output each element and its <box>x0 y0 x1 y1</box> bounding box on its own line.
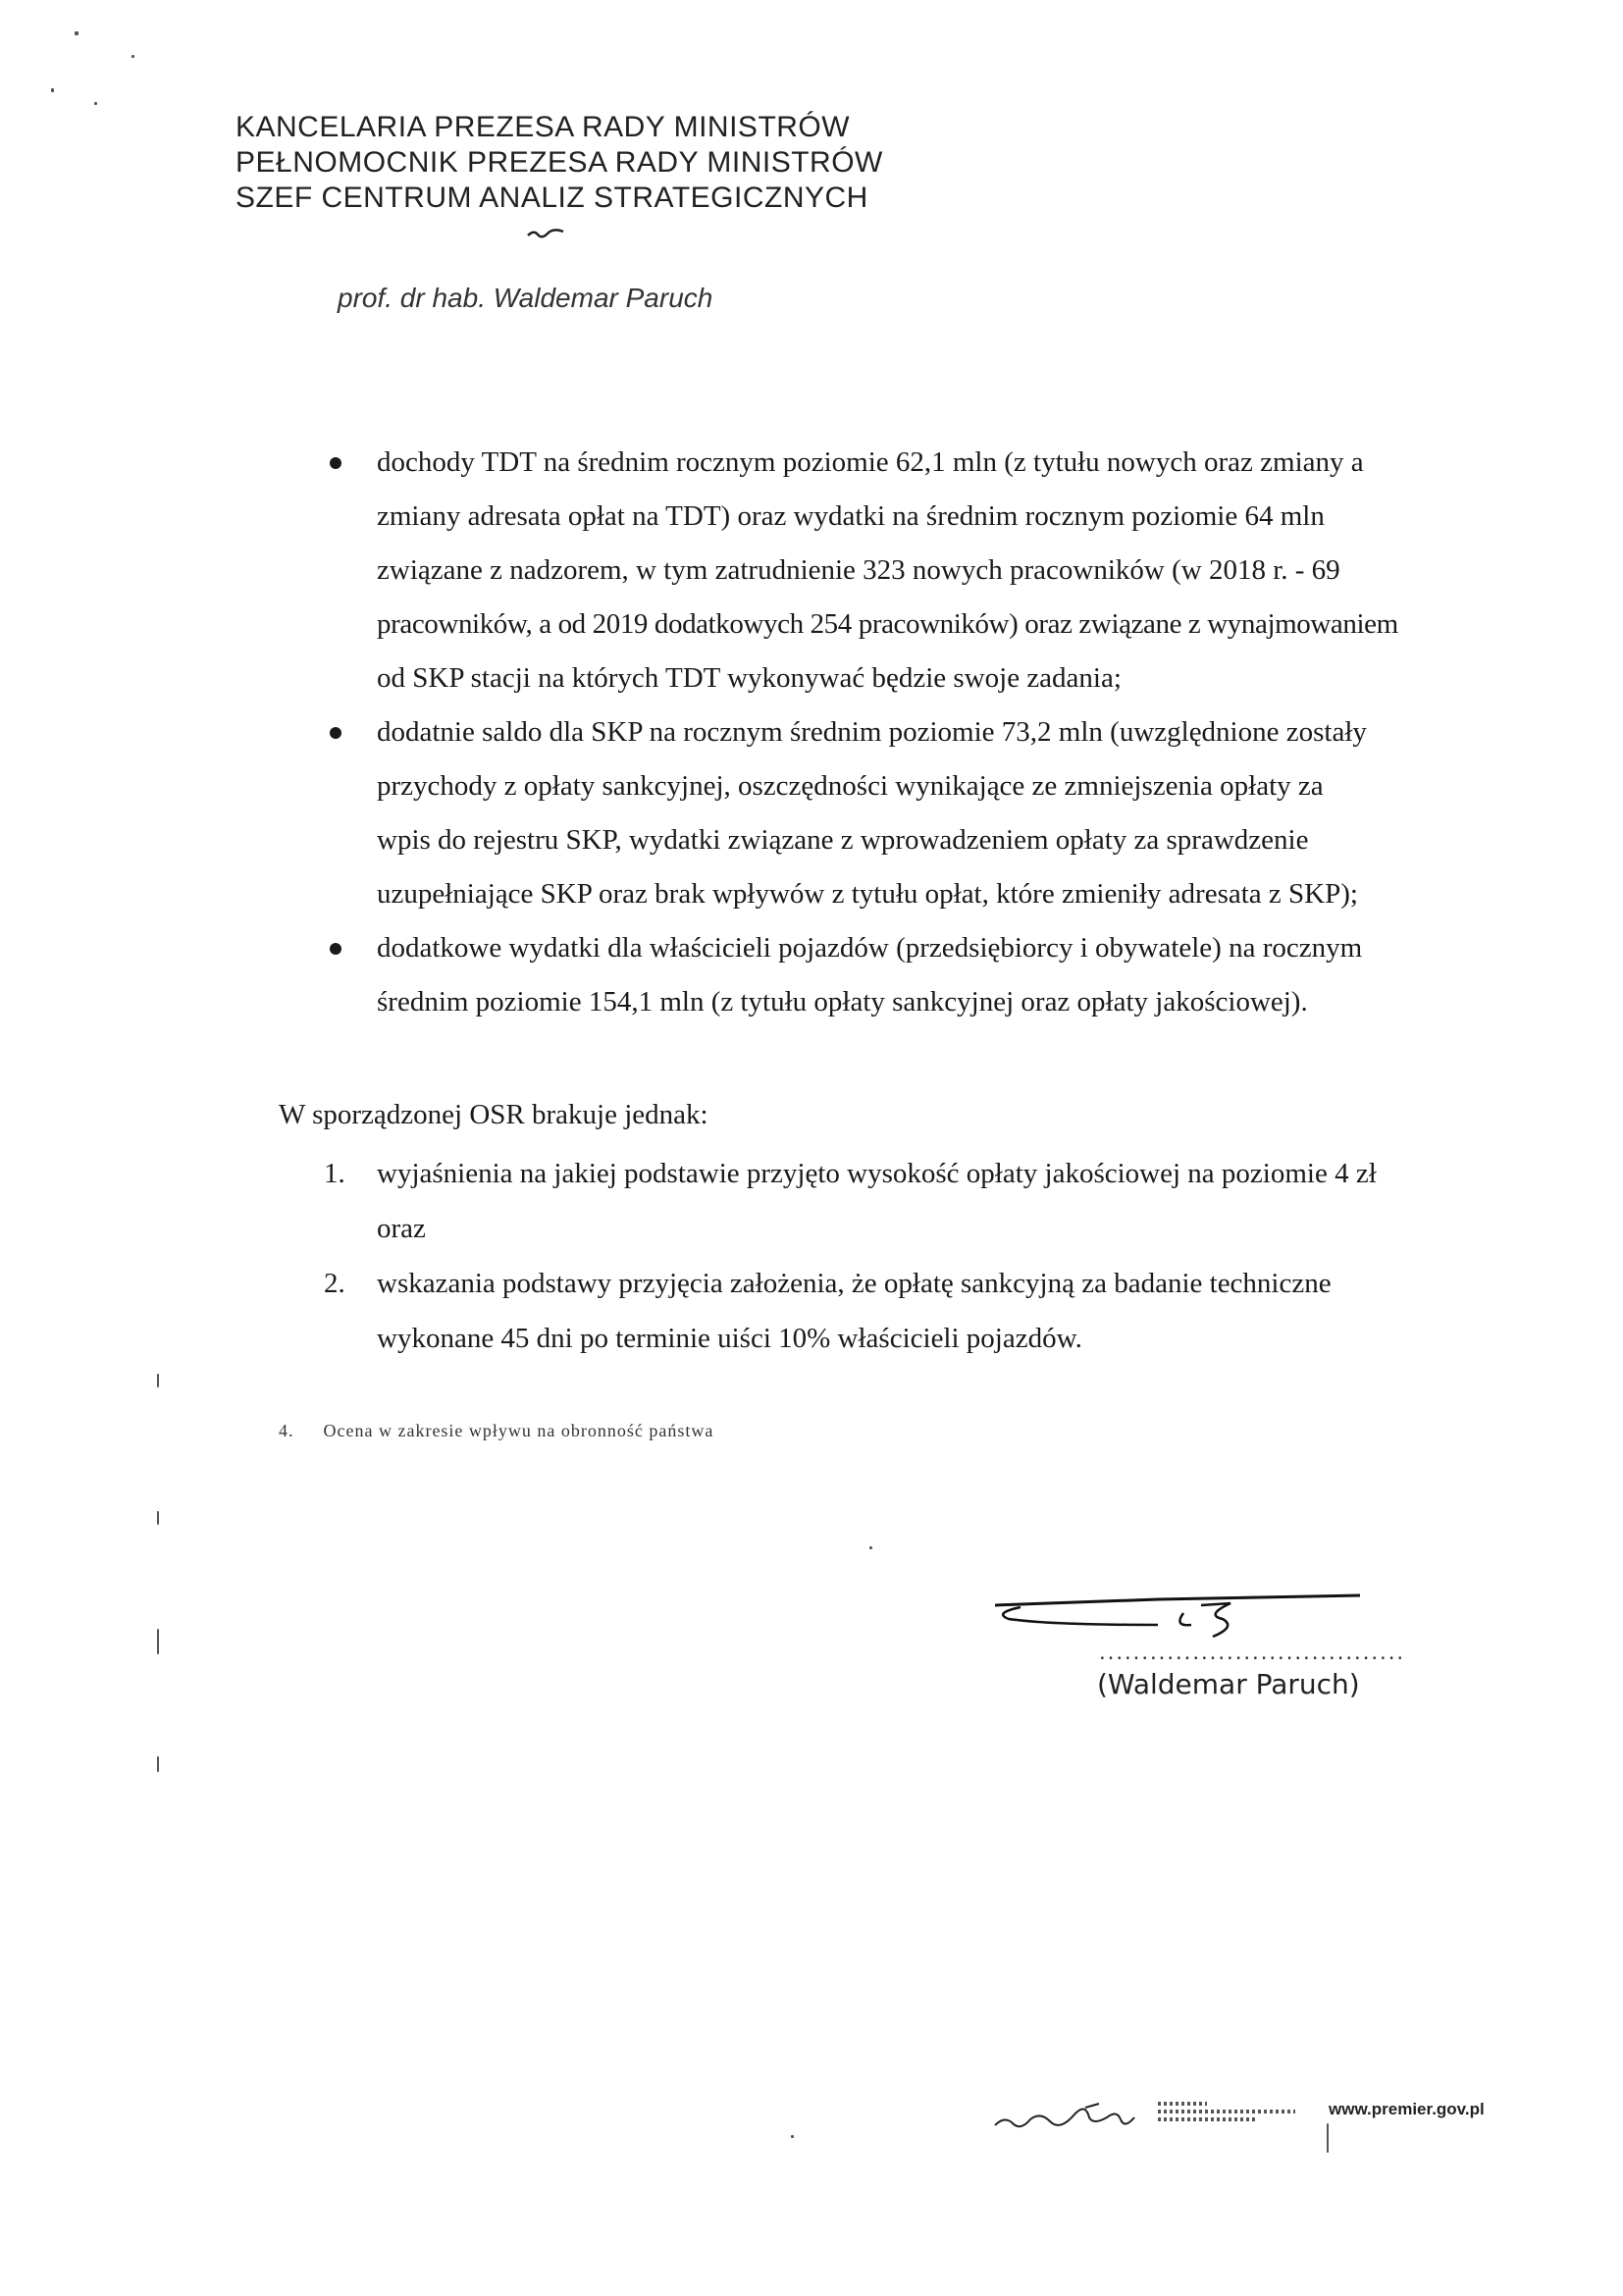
numbered-list <box>324 1146 1501 1366</box>
signatory-name: (Waldemar Paruch) <box>1097 1668 1360 1700</box>
scan-artifact <box>791 2135 794 2138</box>
text-line: dochody TDT na średnim rocznym poziomie 62,1 mln (z tytułu nowych oraz zmiany a <box>377 446 1364 478</box>
letterhead-line-1: KANCELARIA PREZESA RADY MINISTRÓW <box>236 111 851 143</box>
text-line: zmiany adresata opłat na TDT) oraz wydatki na średnim rocznym poziomie 64 mln <box>377 500 1325 532</box>
letterhead-mark <box>526 228 565 239</box>
bullet-dot <box>330 727 341 739</box>
scan-artifact <box>51 88 54 92</box>
text-line: uzupełniające SKP oraz brak wpływów z tytułu opłat, które zmieniły adresata z SKP); <box>377 878 1358 910</box>
scan-artifact <box>157 1629 159 1654</box>
footer-handwritten-mark <box>991 2096 1138 2135</box>
signature-dotted-line: .................................... <box>1099 1639 1406 1665</box>
text-line: wpis do rejestru SKP, wydatki związane z wprowadzeniem opłaty za sprawdzenie <box>377 824 1309 856</box>
text-line: związane z nadzorem, w tym zatrudnienie 323 nowych pracowników (w 2018 r. - 69 <box>377 554 1340 586</box>
item-number: 2. <box>324 1268 345 1299</box>
bullet-item <box>330 705 1488 921</box>
numbered-item <box>324 1146 1501 1256</box>
scan-artifact <box>869 1546 872 1549</box>
letterhead-line-3: SZEF CENTRUM ANALIZ STRATEGICZNYCH <box>236 182 868 214</box>
section-title: Ocena w zakresie wpływu na obronność państwa <box>323 1421 714 1440</box>
author-name: prof. dr hab. Waldemar Paruch <box>338 283 713 313</box>
text-line: średnim poziomie 154,1 mln (z tytułu opłaty sankcyjnej oraz opłaty jakościowej). <box>377 986 1308 1018</box>
scan-artifact <box>1327 2123 1329 2153</box>
scan-artifact <box>94 102 97 105</box>
letterhead <box>236 110 883 216</box>
scan-artifact <box>157 1374 159 1387</box>
section-number: 4. <box>279 1421 294 1440</box>
bullet-item <box>330 921 1488 1029</box>
scan-artifact <box>131 55 134 58</box>
bullet-dot <box>330 457 341 469</box>
text-line: pracowników, a od 2019 dodatkowych 254 pracowników) oraz związane z wynajmowaniem <box>377 608 1398 640</box>
text-line: przychody z opłaty sankcyjnej, oszczędności wynikające ze zmniejszenia opłaty za <box>377 770 1324 802</box>
text-line: wykonane 45 dni po terminie uiści 10% właścicieli pojazdów. <box>377 1323 1082 1354</box>
text-line: wskazania podstawy przyjęcia założenia, że opłatę sankcyjną za badanie techniczne <box>377 1268 1332 1299</box>
footer-logo <box>1158 2098 1295 2127</box>
item-number: 1. <box>324 1158 345 1189</box>
handwritten-signature <box>991 1570 1364 1648</box>
scan-artifact <box>157 1756 159 1772</box>
text-line: od SKP stacji na których TDT wykonywać będzie swoje zadania; <box>377 662 1122 694</box>
bullet-list <box>330 436 1488 1029</box>
bullet-item <box>330 436 1488 705</box>
section-heading <box>279 1421 713 1441</box>
letterhead-line-2: PEŁNOMOCNIK PREZESA RADY MINISTRÓW <box>236 146 883 179</box>
text-line: oraz <box>377 1213 426 1244</box>
scan-artifact <box>75 31 79 35</box>
text-line: dodatkowe wydatki dla właścicieli pojazdów (przedsiębiorcy i obywatele) na rocznym <box>377 932 1363 964</box>
missing-items-intro: W sporządzonej OSR brakuje jednak: <box>279 1099 708 1130</box>
numbered-item <box>324 1256 1501 1366</box>
text-line: dodatnie saldo dla SKP na rocznym średnim poziomie 73,2 mln (uwzględnione zostały <box>377 716 1367 748</box>
text-line: wyjaśnienia na jakiej podstawie przyjęto wysokość opłaty jakościowej na poziomie 4 zł <box>377 1158 1377 1189</box>
footer-website-link[interactable]: www.premier.gov.pl <box>1329 2100 1485 2118</box>
bullet-dot <box>330 943 341 955</box>
scan-artifact <box>157 1511 159 1525</box>
